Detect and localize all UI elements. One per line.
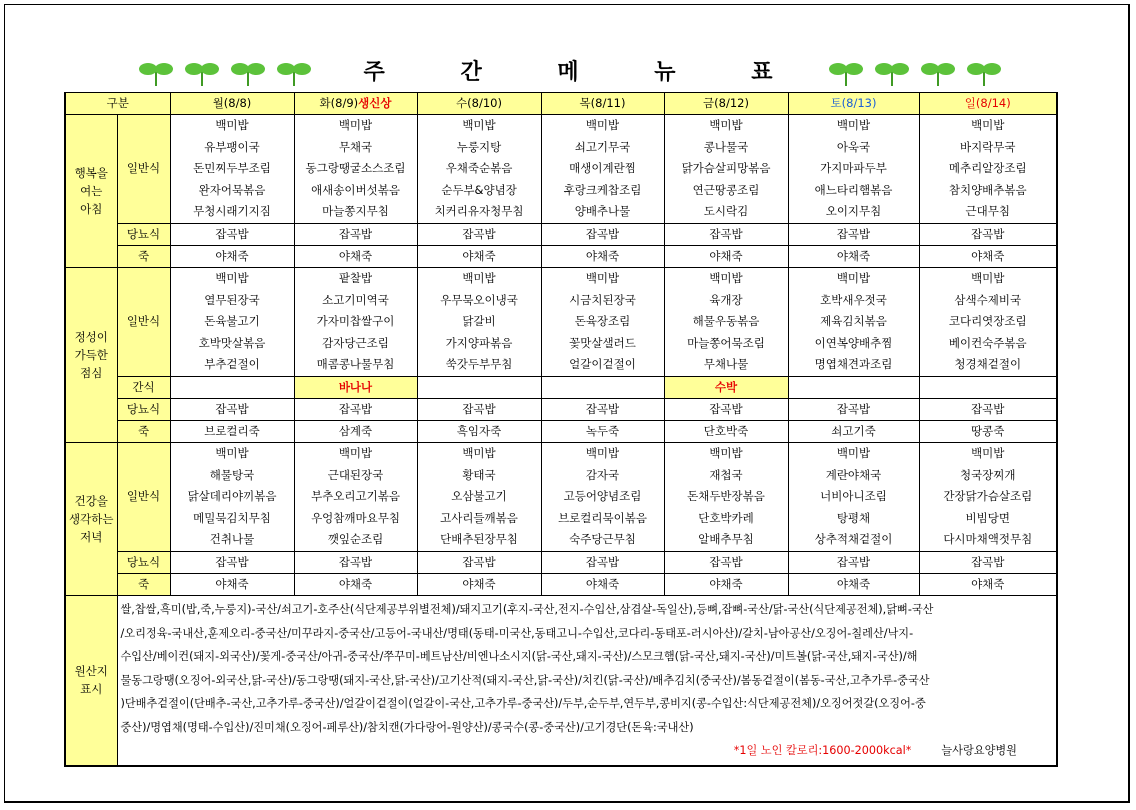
- menu-item: 너비아니조림: [820, 489, 887, 504]
- breakfast-porridge-cell: 야채죽: [919, 245, 1057, 267]
- hospital-name: 늘사랑요양병원: [941, 744, 1017, 758]
- dinner-diabetic-label: 당뇨식: [117, 551, 170, 573]
- menu-item: 계란야채국: [825, 467, 882, 482]
- menu-item: 동그랑땡굴소스조림: [305, 161, 406, 176]
- origin-line: /오리정육-국내산,훈제오리-중국산/미꾸라지-중국산/고등어-국내산/명태(동태-미국산,동태고니-수입산,코다리-동태포-러시아산)/갈치-남아공산/오징어-칠레산/낙지-: [120, 626, 914, 640]
- lunch-general-day-cell: [170, 267, 294, 376]
- dinner-porridge-cell: 야채죽: [541, 573, 664, 595]
- menu-item: 깻잎순조림: [327, 532, 384, 547]
- breakfast-general-day-cell: [294, 115, 417, 224]
- breakfast-porridge-cell: 야채죽: [788, 245, 919, 267]
- lunch-general-label: 일반식: [117, 267, 170, 376]
- dinner-general-day-cell: [417, 442, 541, 551]
- menu-item: 다시마채액젓무침: [943, 532, 1033, 547]
- menu-item: 청국장찌개: [959, 467, 1016, 482]
- origin-line: 물동그랑땡(오징어-외국산,닭-국산)/동그랑땡(돼지-국산,닭-국산)/고기산적(돼지-국산,닭-국산)/치킨(닭-국산)/배추김치(중국산)/봄동겉절이(봄동-국산,고추가루-중국산: [120, 673, 930, 687]
- origin-line: 수입산/베이컨(돼지-외국산)/꽃게-중국산/아귀-중국산/쭈꾸미-베트남산/비엔나소시지(닭-국산,돼지-국산)/스모크햄(닭-국산,돼지-국산)/미트볼(닭-국산,돼지-국산)/해: [120, 650, 918, 664]
- menu-item: 가자미찹쌀구이: [316, 314, 395, 329]
- menu-item: 백미밥: [585, 270, 620, 285]
- origin-row: [65, 595, 1057, 766]
- menu-item: 백미밥: [462, 270, 496, 285]
- dinner-general-day-cell: [170, 442, 294, 551]
- lunch-general-day-cell: [664, 267, 788, 376]
- dinner-meal-name-line: 건강을: [74, 493, 108, 508]
- menu-item: 팥찰밥: [338, 270, 373, 285]
- menu-item: 오이지무침: [825, 204, 882, 219]
- menu-item: 돈육장조림: [574, 314, 631, 329]
- origin-line: 쌀,찹쌀,흑미(밥,죽,누룽지)-국산/쇠고기-호주산(식단제공부위별전체)/돼지고기(후지-국산,전지-수입산,삼겹살-독일산),등뼈,잡뼈-국산/닭-국산(식단제공전체),닭뼈-국산: [120, 602, 934, 616]
- menu-item: 매생이계란찜: [569, 161, 636, 176]
- menu-item: 백미밥: [971, 270, 1005, 285]
- menu-item: 고등어양념조림: [563, 489, 642, 504]
- lunch-snack-cell: 수박: [664, 376, 788, 398]
- menu-item: 호박맛살볶음: [198, 335, 266, 350]
- origin-line: 중산)/명엽채(명태-수입산)/진미채(오징어-페루산)/참치캔(가다랑어-원양산)/콩국수(콩-중국산)/고기경단(돈육:국내산): [120, 720, 694, 734]
- breakfast-porridge-cell: 야채죽: [170, 245, 294, 267]
- lunch-snack-cell: [170, 376, 294, 398]
- lunch-diabetic-row: [65, 398, 1057, 420]
- menu-item: 간장닭가슴살조림: [943, 489, 1033, 504]
- lunch-diabetic-label: 당뇨식: [117, 398, 170, 420]
- menu-item: 백미밥: [462, 118, 496, 132]
- menu-item: 쑥갓두부무침: [445, 357, 513, 372]
- calorie-note: *1일 노인 칼로리:1600-2000kcal*: [733, 744, 912, 758]
- menu-item: 상추적채겉절이: [814, 532, 893, 547]
- menu-item: 우채죽순볶음: [445, 161, 513, 176]
- menu-item: 명엽채견과조림: [814, 357, 893, 372]
- menu-item: 백미밥: [215, 445, 249, 460]
- dinner-diabetic-row: [65, 551, 1057, 573]
- lunch-diabetic-cell: 잡곡밥: [919, 398, 1057, 420]
- sprout-decoration-right: [827, 59, 1003, 87]
- lunch-diabetic-cell: 잡곡밥: [170, 398, 294, 420]
- footer-line: [121, 739, 1054, 763]
- sprout-icon: [965, 59, 1003, 87]
- lunch-meal-name: [65, 267, 117, 442]
- menu-item: 가지마파두부: [820, 161, 887, 176]
- breakfast-meal-name-line: 행복을: [74, 165, 108, 180]
- dinner-meal-name-line: 저녁: [80, 529, 103, 544]
- breakfast-diabetic-row: [65, 223, 1057, 245]
- breakfast-diabetic-cell: 잡곡밥: [788, 223, 919, 245]
- breakfast-porridge-cell: 야채죽: [664, 245, 788, 267]
- day-header-sat: 토(8/13): [788, 93, 919, 115]
- origin-label: [65, 595, 117, 766]
- menu-item: 호박새우젓국: [820, 292, 887, 307]
- menu-item: 육개장: [709, 292, 743, 307]
- menu-item: 돈민찌두부조림: [193, 161, 271, 176]
- menu-item: 근대무침: [965, 204, 1010, 219]
- menu-item: 부추겉절이: [204, 357, 260, 372]
- dinner-diabetic-cell: 잡곡밥: [664, 551, 788, 573]
- menu-item: 소고기미역국: [322, 292, 389, 307]
- lunch-diabetic-cell: 잡곡밥: [664, 398, 788, 420]
- dinner-porridge-cell: 야채죽: [664, 573, 788, 595]
- lunch-diabetic-cell: 잡곡밥: [417, 398, 541, 420]
- menu-item: 양배추나물: [574, 204, 631, 219]
- menu-item: 부추오리고기볶음: [311, 489, 400, 504]
- menu-item: 도시락김: [703, 204, 749, 219]
- lunch-porridge-cell: 흑임자죽: [417, 420, 541, 442]
- weekly-menu-table: [64, 92, 1058, 767]
- origin-label-line: 원산지: [74, 664, 108, 679]
- menu-item: 오삼불고기: [451, 489, 507, 504]
- lunch-meal-name-line: 점심: [80, 365, 103, 380]
- menu-item: 가지양파볶음: [445, 335, 513, 350]
- day-header-fri: 금(8/12): [664, 93, 788, 115]
- birthday-badge: 생신상: [358, 96, 392, 110]
- sprout-icon: [919, 59, 957, 87]
- menu-item: 고사리들깨볶음: [440, 510, 518, 525]
- menu-item: 근대된장국: [327, 467, 384, 482]
- menu-item: 건취나물: [209, 532, 255, 547]
- page-title: 주 간 메 뉴 표: [363, 60, 807, 85]
- breakfast-porridge-row: [65, 245, 1057, 267]
- lunch-general-day-cell: [919, 267, 1057, 376]
- lunch-meal-name-line: 가득한: [74, 347, 108, 362]
- breakfast-diabetic-cell: 잡곡밥: [541, 223, 664, 245]
- menu-item: 백미밥: [585, 445, 620, 460]
- breakfast-diabetic-cell: 잡곡밥: [919, 223, 1057, 245]
- menu-item: 마늘쫑지무침: [322, 204, 389, 219]
- menu-item: 백미밥: [709, 445, 743, 460]
- dinner-diabetic-cell: 잡곡밥: [417, 551, 541, 573]
- dinner-porridge-row: [65, 573, 1057, 595]
- dinner-general-row: [65, 442, 1057, 551]
- menu-item: 브로컬리묵이볶음: [558, 510, 647, 525]
- menu-item: 무청시래기지짐: [193, 204, 271, 219]
- lunch-porridge-cell: 단호박죽: [664, 420, 788, 442]
- lunch-porridge-cell: 브로컬리죽: [170, 420, 294, 442]
- menu-item: 애느타리햄볶음: [814, 182, 893, 197]
- menu-item: 후랑크케찹조림: [563, 182, 642, 197]
- menu-item: 메추리알장조림: [948, 161, 1027, 176]
- lunch-snack-cell: 바나나: [294, 376, 417, 398]
- menu-item: 감자국: [585, 467, 620, 482]
- menu-item: 유부팽이국: [204, 139, 260, 154]
- dinner-porridge-cell: 야채죽: [294, 573, 417, 595]
- dinner-general-day-cell: [788, 442, 919, 551]
- dinner-general-day-cell: [294, 442, 417, 551]
- origin-line: )단배추겉절이(단배추-국산,고추가루-중국산)/얼갈이겉절이(얼갈이-국산,고추가루-중국산)/두부,순두부,연두부,콩비지(콩-수입산:식단제공전체)/오징어젓갈(오징어-중: [120, 697, 926, 711]
- dinner-general-day-cell: [541, 442, 664, 551]
- menu-item: 백미밥: [338, 118, 373, 132]
- menu-item: 치커리유자청무침: [434, 204, 524, 219]
- breakfast-diabetic-cell: 잡곡밥: [417, 223, 541, 245]
- page-frame: [4, 4, 1130, 803]
- lunch-general-day-cell: [541, 267, 664, 376]
- breakfast-general-day-cell: [919, 115, 1057, 224]
- menu-item: 백미밥: [338, 445, 373, 460]
- lunch-snack-cell: [541, 376, 664, 398]
- lunch-porridge-cell: 쇠고기죽: [788, 420, 919, 442]
- menu-item: 알배추무침: [698, 532, 754, 547]
- menu-item: 백미밥: [585, 118, 620, 132]
- menu-item: 해물탕국: [209, 467, 255, 482]
- origin-text: [117, 595, 1057, 766]
- menu-item: 누룽지탕: [456, 139, 502, 154]
- breakfast-diabetic-label: 당뇨식: [117, 223, 170, 245]
- breakfast-diabetic-cell: 잡곡밥: [170, 223, 294, 245]
- menu-item: 무채국: [338, 139, 373, 154]
- dinner-meal-name-line: 생각하는: [69, 511, 114, 526]
- breakfast-diabetic-cell: 잡곡밥: [664, 223, 788, 245]
- lunch-porridge-cell: 땅콩죽: [919, 420, 1057, 442]
- menu-item: 백미밥: [709, 270, 743, 285]
- menu-item: 단호박카레: [698, 510, 754, 525]
- menu-item: 완자어묵볶음: [198, 182, 266, 197]
- menu-item: 무채나물: [703, 357, 749, 372]
- dinner-porridge-cell: 야채죽: [417, 573, 541, 595]
- dinner-diabetic-cell: 잡곡밥: [788, 551, 919, 573]
- menu-item: 순두부&양념장: [441, 182, 517, 197]
- lunch-general-row: [65, 267, 1057, 376]
- menu-item: 시금치된장국: [569, 292, 636, 307]
- day-header-tue: 화(8/9)생신상: [294, 93, 417, 115]
- menu-item: 재첩국: [709, 467, 743, 482]
- dinner-porridge-cell: 야채죽: [788, 573, 919, 595]
- dinner-porridge-cell: 야채죽: [170, 573, 294, 595]
- breakfast-porridge-cell: 야채죽: [417, 245, 541, 267]
- menu-item: 돈육불고기: [204, 314, 260, 329]
- menu-item: 백미밥: [971, 445, 1005, 460]
- menu-item: 백미밥: [836, 445, 871, 460]
- menu-item: 백미밥: [836, 118, 871, 132]
- dinner-diabetic-cell: 잡곡밥: [294, 551, 417, 573]
- day-header-sun: 일(8/14): [919, 93, 1057, 115]
- breakfast-porridge-label: 죽: [117, 245, 170, 267]
- lunch-snack-label: 간식: [117, 376, 170, 398]
- menu-item: 우엉참깨마요무침: [311, 510, 400, 525]
- breakfast-meal-name-line: 아침: [80, 201, 103, 216]
- menu-item: 감자당근조림: [322, 335, 389, 350]
- breakfast-general-day-cell: [788, 115, 919, 224]
- menu-item: 돈채두반장볶음: [687, 489, 765, 504]
- dinner-diabetic-cell: 잡곡밥: [170, 551, 294, 573]
- dinner-meal-name: [65, 442, 117, 595]
- breakfast-porridge-cell: 야채죽: [541, 245, 664, 267]
- menu-item: 애새송이버섯볶음: [311, 182, 400, 197]
- menu-item: 백미밥: [215, 118, 249, 132]
- lunch-general-day-cell: [417, 267, 541, 376]
- lunch-snack-cell: [788, 376, 919, 398]
- menu-item: 백미밥: [836, 270, 871, 285]
- lunch-diabetic-cell: 잡곡밥: [788, 398, 919, 420]
- menu-item: 숙주당근무침: [569, 532, 636, 547]
- menu-item: 참치양배추볶음: [948, 182, 1027, 197]
- lunch-snack-row: [65, 376, 1057, 398]
- origin-label-line: 표시: [80, 682, 103, 697]
- menu-item: 콩나물국: [703, 139, 749, 154]
- breakfast-meal-name-line: 여는: [80, 183, 103, 198]
- menu-item: 매콤콩나물무침: [316, 357, 395, 372]
- menu-item: 해물우동볶음: [692, 314, 760, 329]
- menu-item: 연근땅콩조림: [692, 182, 760, 197]
- breakfast-general-day-cell: [170, 115, 294, 224]
- day-header-thu: 목(8/11): [541, 93, 664, 115]
- menu-item: 열무된장국: [204, 292, 260, 307]
- menu-item: 베이컨숙주볶음: [948, 335, 1027, 350]
- lunch-porridge-cell: 삼계죽: [294, 420, 417, 442]
- menu-item: 꽃맛살샐러드: [569, 335, 636, 350]
- day-header-mon: 월(8/8): [170, 93, 294, 115]
- dinner-general-day-cell: [664, 442, 788, 551]
- lunch-snack-cell: [919, 376, 1057, 398]
- menu-item: 쇠고기무국: [574, 139, 631, 154]
- menu-item: 우무묵오이냉국: [440, 292, 518, 307]
- day-header-wed: 수(8/10): [417, 93, 541, 115]
- menu-item: 마늘쫑어묵조림: [687, 335, 765, 350]
- dinner-porridge-label: 죽: [117, 573, 170, 595]
- sprout-icon: [827, 59, 865, 87]
- breakfast-diabetic-cell: 잡곡밥: [294, 223, 417, 245]
- sprout-icon: [873, 59, 911, 87]
- menu-item: 얼갈이겉절이: [569, 357, 636, 372]
- dinner-diabetic-cell: 잡곡밥: [919, 551, 1057, 573]
- lunch-general-day-cell: [788, 267, 919, 376]
- menu-item: 백미밥: [215, 270, 249, 285]
- lunch-diabetic-cell: 잡곡밥: [541, 398, 664, 420]
- breakfast-porridge-cell: 야채죽: [294, 245, 417, 267]
- menu-item: 코다리엿장조림: [948, 314, 1027, 329]
- menu-item: 탕평채: [836, 510, 871, 525]
- lunch-meal-name-line: 정성이: [74, 329, 108, 344]
- breakfast-general-day-cell: [541, 115, 664, 224]
- breakfast-general-label: 일반식: [117, 115, 170, 224]
- menu-item: 백미밥: [971, 118, 1005, 132]
- dinner-porridge-cell: 야채죽: [919, 573, 1057, 595]
- menu-item: 닭갈비: [462, 314, 496, 329]
- header-row: [65, 93, 1057, 115]
- breakfast-meal-name: [65, 115, 117, 268]
- menu-item: 비빔당면: [965, 510, 1010, 525]
- menu-item: 닭살데리야끼볶음: [187, 489, 277, 504]
- breakfast-general-day-cell: [664, 115, 788, 224]
- menu-item: 단배추된장무침: [440, 532, 518, 547]
- menu-item: 아욱국: [836, 139, 871, 154]
- lunch-porridge-cell: 녹두죽: [541, 420, 664, 442]
- dinner-general-day-cell: [919, 442, 1057, 551]
- dinner-diabetic-cell: 잡곡밥: [541, 551, 664, 573]
- menu-item: 제육김치볶음: [820, 314, 887, 329]
- category-header: 구분: [65, 93, 170, 115]
- breakfast-general-row: [65, 115, 1057, 224]
- lunch-general-day-cell: [294, 267, 417, 376]
- lunch-porridge-row: [65, 420, 1057, 442]
- lunch-snack-cell: [417, 376, 541, 398]
- lunch-porridge-label: 죽: [117, 420, 170, 442]
- menu-item: 청경채겉절이: [954, 357, 1022, 372]
- menu-item: 이연복양배추찜: [814, 335, 893, 350]
- lunch-diabetic-cell: 잡곡밥: [294, 398, 417, 420]
- menu-item: 닭가슴살피망볶음: [681, 161, 771, 176]
- menu-item: 백미밥: [462, 445, 496, 460]
- breakfast-general-day-cell: [417, 115, 541, 224]
- menu-item: 황태국: [462, 467, 496, 482]
- menu-item: 바지락무국: [959, 139, 1016, 154]
- menu-item: 메밀묵김치무침: [193, 510, 271, 525]
- menu-item: 백미밥: [709, 118, 743, 132]
- dinner-general-label: 일반식: [117, 442, 170, 551]
- menu-item: 삼색수제비국: [954, 292, 1022, 307]
